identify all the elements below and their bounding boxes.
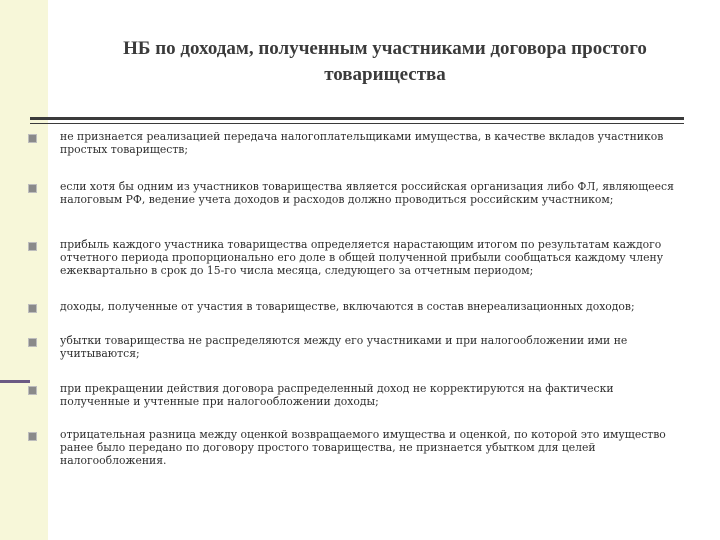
title-divider-thin [30, 123, 684, 124]
left-accent-line [0, 380, 30, 383]
slide-title: НБ по доходам, полученным участниками договора простого товарищества [123, 38, 647, 85]
square-bullet-icon [28, 338, 37, 347]
bullet-text: убытки товарищества не распределяются между его участниками и при налогообложении ими не учитываются; [60, 334, 628, 360]
square-bullet-icon [28, 432, 37, 441]
bullet-text: при прекращении действия договора распределенный доход не корректируются на фактически полученные и учтенные при налогообложении доходы; [60, 382, 614, 408]
square-bullet-icon [28, 184, 37, 193]
bullet-text: отрицательная разница между оценкой возвращаемого имущества и оценкой, по которой это имущество ранее было передано по договору простого товарищества, не признается убытком для целей налогообложения. [60, 428, 666, 467]
bullet-text: прибыль каждого участника товарищества определяется нарастающим итогом по результатам каждого отчетного периода пропорционально его доле в общей полученной прибыли сообщаться каждому члену ежеквартально в срок до 15-го числа месяца, следующего за отчетным периодом; [60, 238, 664, 277]
bullet-text: доходы, полученные от участия в товариществе, включаются в состав внереализационных доходов; [60, 300, 635, 313]
title-divider [30, 117, 684, 120]
left-decorative-band [0, 0, 48, 540]
square-bullet-icon [28, 242, 37, 251]
square-bullet-icon [28, 386, 37, 395]
bullet-text: если хотя бы одним из участников товарищества является российская организация либо ФЛ, являющееся налоговым РФ, ведение учета доходов и расходов должно проводиться российским участником; [60, 180, 674, 206]
square-bullet-icon [28, 134, 37, 143]
square-bullet-icon [28, 304, 37, 313]
bullet-text: не признается реализацией передача налогоплательщиками имущества, в качестве вкладов участников простых товариществ; [60, 130, 664, 156]
